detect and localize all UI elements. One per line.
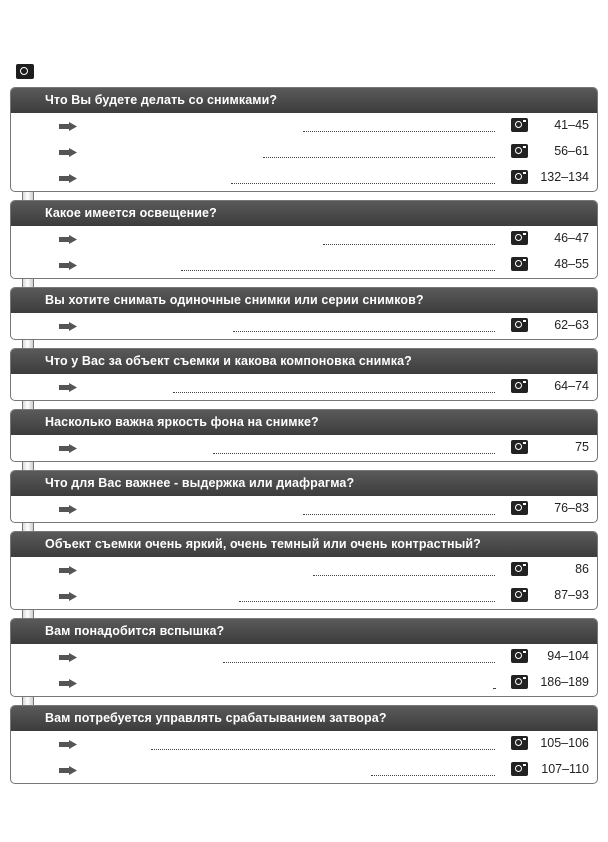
camera-reference-icon	[511, 588, 528, 602]
page-range[interactable]: 94–104	[547, 649, 589, 663]
dot-leader	[303, 502, 495, 515]
dot-leader	[371, 763, 495, 776]
camera-reference-icon	[16, 64, 34, 79]
reference-row[interactable]	[11, 557, 597, 583]
question-section	[10, 409, 598, 462]
arrow-bullet-icon	[59, 566, 77, 575]
camera-reference-icon	[511, 379, 528, 393]
dot-leader	[173, 380, 495, 393]
camera-reference-icon	[511, 562, 528, 576]
page-range[interactable]: 107–110	[541, 762, 589, 776]
arrow-bullet-icon	[59, 444, 77, 453]
page-range[interactable]: 76–83	[554, 501, 589, 515]
dot-leader	[233, 319, 495, 332]
arrow-bullet-icon	[59, 383, 77, 392]
arrow-bullet-icon	[59, 740, 77, 749]
camera-reference-icon	[511, 649, 528, 663]
question-section	[10, 531, 598, 610]
question-section	[10, 348, 598, 401]
camera-reference-icon	[511, 318, 528, 332]
camera-reference-icon	[511, 440, 528, 454]
arrow-bullet-icon	[59, 592, 77, 601]
dot-leader	[181, 258, 495, 271]
question-section	[10, 705, 598, 784]
dot-leader	[231, 171, 495, 184]
page-range[interactable]: 86	[575, 562, 589, 576]
arrow-bullet-icon	[59, 174, 77, 183]
reference-row[interactable]	[11, 435, 597, 461]
camera-reference-icon	[511, 736, 528, 750]
reference-row[interactable]	[11, 670, 597, 696]
page-range[interactable]: 186–189	[540, 675, 589, 689]
reference-row[interactable]	[11, 113, 597, 139]
reference-row[interactable]	[11, 165, 597, 191]
page-range[interactable]: 62–63	[554, 318, 589, 332]
page-range[interactable]: 41–45	[554, 118, 589, 132]
arrow-bullet-icon	[59, 122, 77, 131]
arrow-bullet-icon	[59, 766, 77, 775]
reference-row[interactable]	[11, 496, 597, 522]
reference-row[interactable]	[11, 226, 597, 252]
page-range[interactable]: 48–55	[554, 257, 589, 271]
question-section	[10, 200, 598, 279]
reference-row[interactable]	[11, 583, 597, 609]
reference-row[interactable]	[11, 757, 597, 783]
question-section	[10, 287, 598, 340]
section-question: Вам потребуется управлять срабатыванием затвора?	[11, 706, 597, 731]
page-range[interactable]: 64–74	[554, 379, 589, 393]
section-question: Вам понадобится вспышка?	[11, 619, 597, 644]
arrow-bullet-icon	[59, 679, 77, 688]
camera-reference-icon	[511, 762, 528, 776]
reference-row[interactable]	[11, 139, 597, 165]
dot-leader	[493, 676, 495, 689]
page-range[interactable]: 56–61	[554, 144, 589, 158]
dot-leader	[303, 119, 495, 132]
arrow-bullet-icon	[59, 261, 77, 270]
arrow-bullet-icon	[59, 235, 77, 244]
reference-row[interactable]	[11, 731, 597, 757]
dot-leader	[213, 441, 495, 454]
section-question: Объект съемки очень яркий, очень темный или очень контрастный?	[11, 532, 597, 557]
page-range[interactable]: 105–106	[540, 736, 589, 750]
section-question: Что для Вас важнее - выдержка или диафрагма?	[11, 471, 597, 496]
arrow-bullet-icon	[59, 505, 77, 514]
camera-reference-icon	[511, 501, 528, 515]
section-question: Вы хотите снимать одиночные снимки или серии снимков?	[11, 288, 597, 313]
dot-leader	[263, 145, 495, 158]
question-section	[10, 618, 598, 697]
camera-reference-icon	[511, 144, 528, 158]
camera-reference-icon	[511, 118, 528, 132]
page-range[interactable]: 87–93	[554, 588, 589, 602]
arrow-bullet-icon	[59, 653, 77, 662]
camera-reference-icon	[511, 675, 528, 689]
section-question: Что Вы будете делать со снимками?	[11, 88, 597, 113]
reference-row[interactable]	[11, 313, 597, 339]
reference-row[interactable]	[11, 644, 597, 670]
dot-leader	[313, 563, 495, 576]
dot-leader	[223, 650, 495, 663]
page-range[interactable]: 46–47	[554, 231, 589, 245]
section-question: Какое имеется освещение?	[11, 201, 597, 226]
dot-leader	[239, 589, 495, 602]
dot-leader	[151, 737, 495, 750]
camera-reference-icon	[511, 257, 528, 271]
question-section	[10, 470, 598, 523]
question-section	[10, 87, 598, 192]
reference-row[interactable]	[11, 252, 597, 278]
section-question: Что у Вас за объект съемки и какова компоновка снимка?	[11, 349, 597, 374]
camera-reference-icon	[511, 170, 528, 184]
question-guide	[10, 87, 598, 792]
reference-row[interactable]	[11, 374, 597, 400]
section-question: Насколько важна яркость фона на снимке?	[11, 410, 597, 435]
page-range[interactable]: 75	[575, 440, 589, 454]
arrow-bullet-icon	[59, 148, 77, 157]
arrow-bullet-icon	[59, 322, 77, 331]
page-range[interactable]: 132–134	[540, 170, 589, 184]
camera-reference-icon	[511, 231, 528, 245]
dot-leader	[323, 232, 495, 245]
